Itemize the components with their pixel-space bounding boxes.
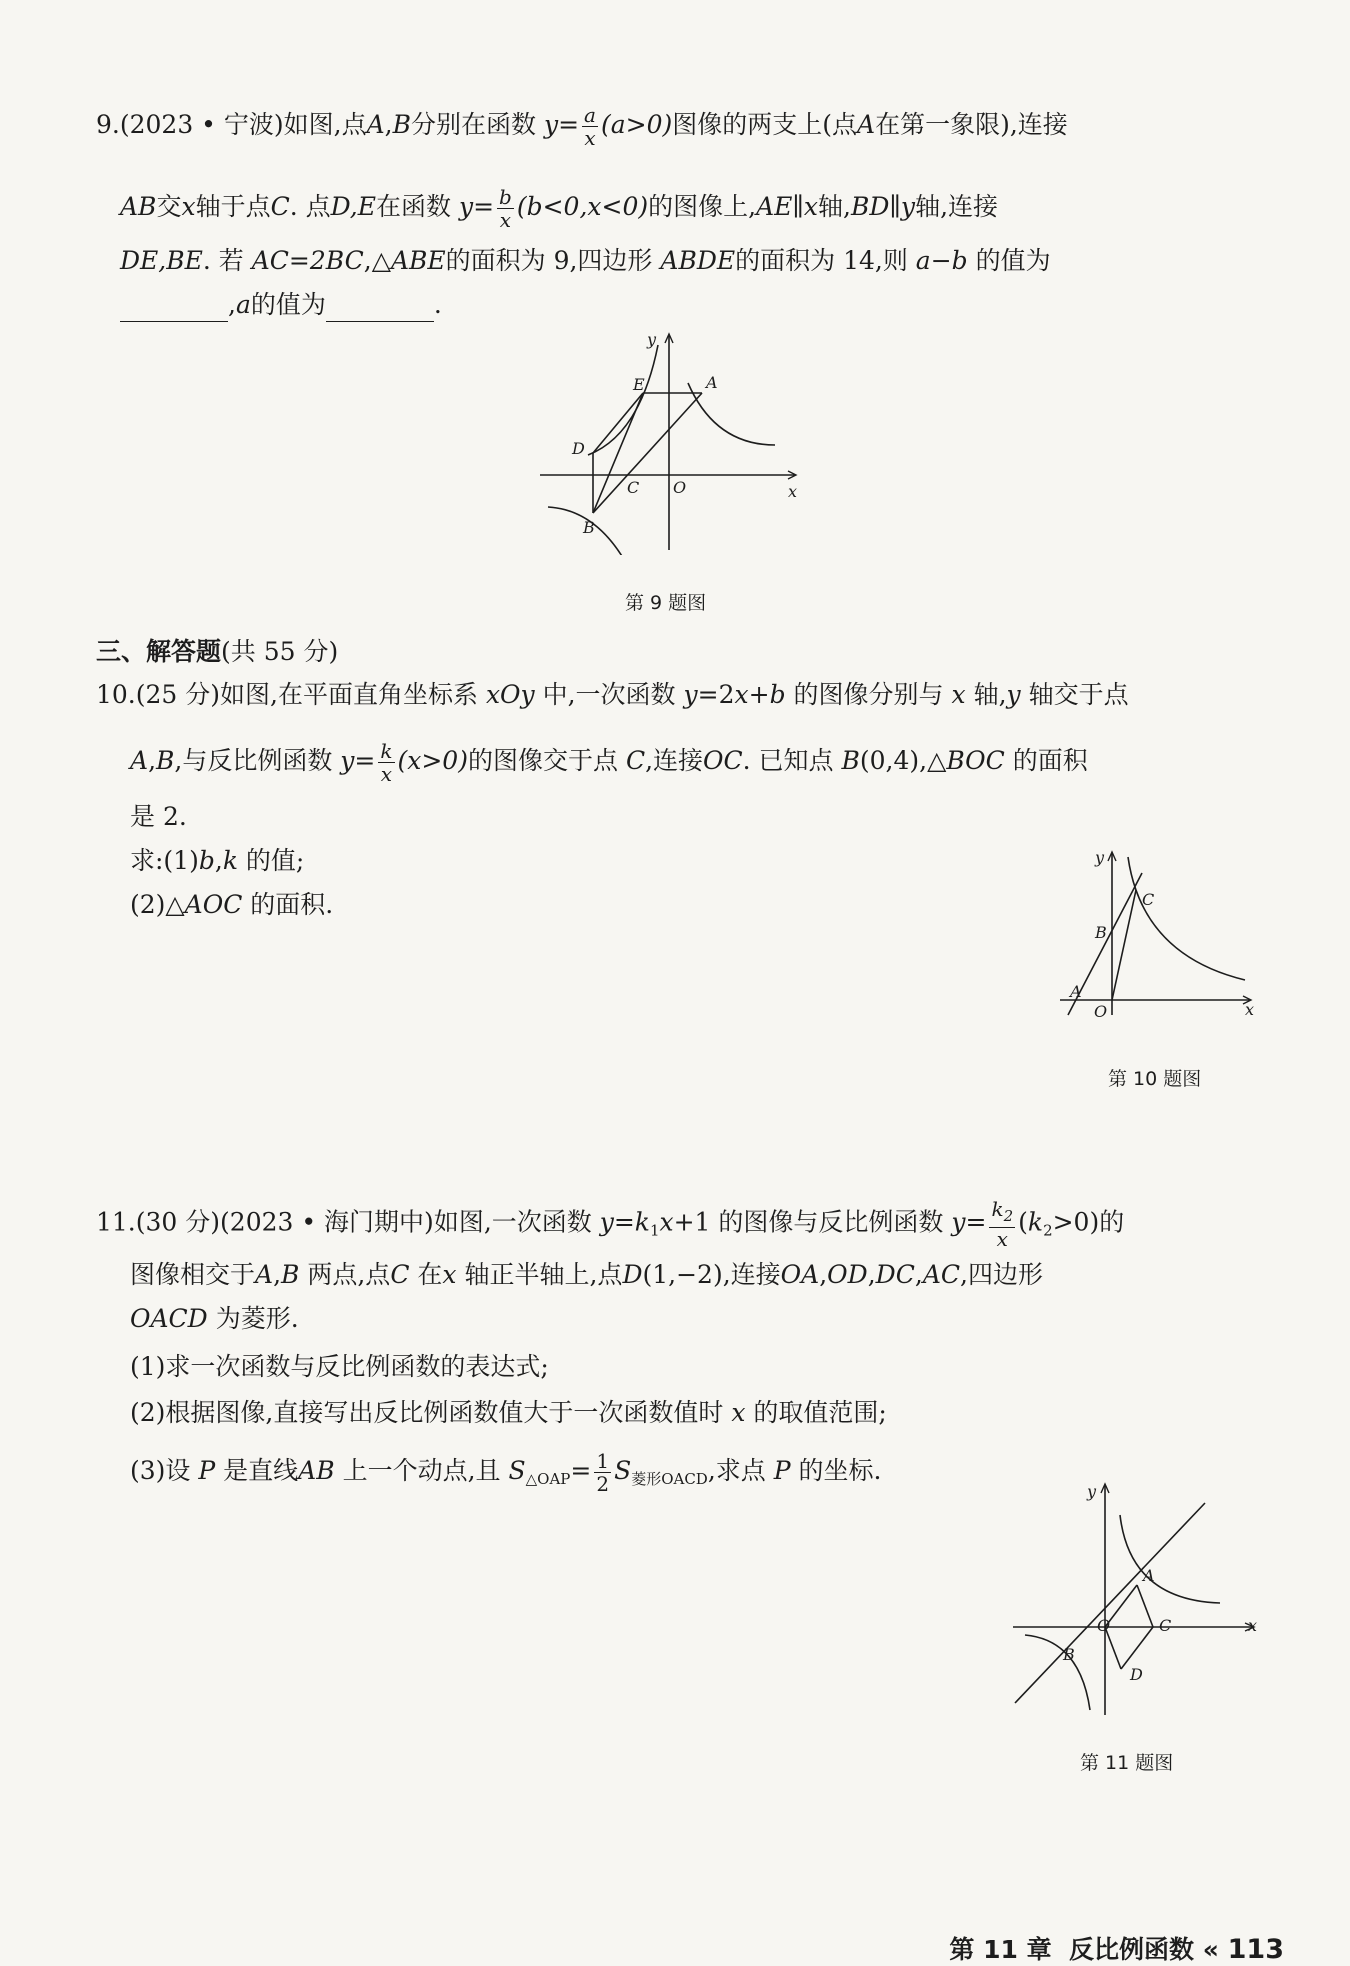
- q9-text: . 点: [289, 192, 331, 221]
- q9-var: y: [458, 192, 474, 221]
- q11-text: ,求点: [707, 1456, 766, 1485]
- q9-var: 2BC: [309, 246, 364, 275]
- q9-text: ,: [384, 110, 393, 139]
- q9-caption: 第 9 题图: [625, 592, 707, 614]
- footer-title: 反比例函数: [1069, 1935, 1195, 1964]
- q11-text: +1: [673, 1207, 711, 1237]
- q10-var: x: [951, 680, 966, 709]
- q9-condition: (a>0): [600, 110, 673, 139]
- q10-text: 如图,在平面直角坐标系: [220, 680, 478, 709]
- q10-var: y: [683, 680, 698, 709]
- q9-text: 的值为: [250, 290, 326, 319]
- label-c: C: [1159, 1616, 1172, 1635]
- q10-number: 10.: [96, 680, 136, 709]
- q11-text: 上一个动点,且: [342, 1456, 501, 1485]
- q11-text: 是直线: [223, 1456, 299, 1485]
- x-label: x: [1248, 1616, 1258, 1635]
- q9-var: a: [235, 290, 251, 319]
- q10-caption: 第 10 题图: [1108, 1068, 1202, 1090]
- segment-de: [593, 393, 643, 453]
- q11-frac-num-var: k: [991, 1197, 1004, 1221]
- q11-subscript: 1: [649, 1221, 660, 1240]
- q9-text: . 若: [202, 246, 244, 275]
- q10-ask2: [130, 888, 333, 922]
- q9-var: AC: [251, 246, 289, 275]
- footer-chapter: 第 11 章: [949, 1935, 1052, 1964]
- q9-var: B: [392, 110, 411, 139]
- q11-text: 两点,点: [307, 1260, 391, 1289]
- q11-line1: [96, 1198, 1124, 1250]
- y-label: y: [1087, 1482, 1097, 1501]
- q11-var: P: [198, 1456, 216, 1485]
- label-o: O: [673, 478, 687, 497]
- q9-text: 图像的两支上(点: [672, 110, 857, 139]
- q9-var: x: [181, 192, 196, 221]
- y-label: y: [1095, 848, 1105, 867]
- q10-text: ,: [214, 846, 223, 875]
- label-a: A: [1070, 982, 1082, 1001]
- q10-var: x: [734, 680, 749, 709]
- q11-source: (2023 • 海门期中): [220, 1207, 434, 1237]
- q11-text: (3)设: [130, 1456, 191, 1485]
- label-c: C: [627, 478, 640, 497]
- q9-var: y: [543, 110, 559, 139]
- q9-var: A: [366, 110, 385, 139]
- q9-text: 的值为: [975, 246, 1051, 275]
- q9-text: .: [433, 290, 442, 319]
- q11-var: AB: [298, 1456, 335, 1485]
- q10-var: A: [130, 746, 149, 775]
- q10-text: 的值;: [245, 846, 305, 875]
- q11-ask3: [130, 1450, 881, 1496]
- q10-text: 求:(1): [130, 846, 199, 875]
- q11-text: ,: [819, 1260, 828, 1289]
- q11-text: =: [965, 1207, 987, 1237]
- section-score: (共 55 分): [221, 637, 339, 666]
- q9-var: C: [270, 192, 290, 221]
- q9-var: AE∥x: [756, 192, 819, 221]
- q10-text: ,与反比例函数: [174, 746, 333, 775]
- q11-half-fraction: [594, 1450, 611, 1495]
- label-c: C: [1142, 890, 1155, 909]
- q9-text: 交: [156, 192, 182, 221]
- q11-var: A: [255, 1260, 274, 1289]
- q11-ask1: (1)求一次函数与反比例函数的表达式;: [130, 1352, 549, 1381]
- q11-line2: [130, 1258, 1043, 1292]
- q10-text: 中,一次函数: [542, 680, 676, 709]
- q9-fraction: [582, 104, 598, 149]
- q11-subscript: 菱形OACD: [631, 1470, 708, 1488]
- q10-var: y: [340, 746, 355, 775]
- q11-text: >0): [1052, 1207, 1100, 1237]
- q11-var: D: [622, 1260, 643, 1289]
- q11-text: 的图像与反比例函数: [718, 1207, 944, 1237]
- q9-line2: [120, 186, 998, 231]
- q10-text: (2)△: [130, 890, 185, 919]
- q9-var: DE,BE: [120, 246, 203, 275]
- q9-text: 轴于点: [195, 192, 271, 221]
- q9-text: 的图像上,: [648, 192, 757, 221]
- label-o: O: [1097, 1616, 1111, 1635]
- q9-var: a: [915, 246, 931, 275]
- page-number: 113: [1227, 1934, 1284, 1965]
- segment-cd: [1121, 1627, 1153, 1669]
- q11-frac-num: 1: [596, 1449, 610, 1473]
- q10-text: . 已知点: [742, 746, 834, 775]
- q10-var: y: [1006, 680, 1021, 709]
- q10-fraction: [378, 740, 394, 785]
- q9-text: =: [473, 192, 495, 221]
- q11-text: (: [1018, 1207, 1028, 1237]
- q11-var: OD: [827, 1260, 868, 1289]
- q10-text: (0,4),△: [859, 746, 947, 775]
- q9-number: 9.: [96, 110, 120, 139]
- q11-text: (1,−2),连接: [642, 1260, 781, 1289]
- section-title: [96, 632, 338, 668]
- q11-text: 的取值范围;: [753, 1398, 887, 1427]
- q11-text: ,: [914, 1260, 923, 1289]
- line-ab: [1015, 1503, 1205, 1703]
- q11-text: 如图,一次函数: [433, 1207, 592, 1237]
- label-b: B: [1095, 923, 1107, 942]
- q11-var: y: [599, 1207, 614, 1237]
- q10-var: C: [625, 746, 646, 775]
- q10-text: 轴交于点: [1028, 680, 1129, 709]
- q11-caption: 第 11 题图: [1080, 1752, 1174, 1774]
- q9-text: 在第一象限),连接: [875, 110, 1068, 139]
- q10-var: B: [841, 746, 860, 775]
- q9-var: BD∥y: [850, 192, 916, 221]
- q9-var: AB: [120, 192, 157, 221]
- q10-condition: (x>0): [397, 746, 468, 775]
- q10-text: ,: [148, 746, 157, 775]
- q11-frac-num: [989, 1198, 1015, 1228]
- q9-fraction-2: [497, 186, 514, 231]
- label-o: O: [1094, 1002, 1108, 1021]
- q9-figure: [530, 325, 810, 555]
- q9-text: 如图,点: [283, 110, 367, 139]
- label-b: B: [583, 518, 595, 537]
- q11-text: (2)根据图像,直接写出反比例函数值大于一次函数值时: [130, 1398, 724, 1427]
- q9-answer-blank-2[interactable]: [326, 299, 434, 322]
- q11-var: x: [442, 1260, 457, 1289]
- q10-var: AOC: [184, 890, 243, 919]
- q11-line3: [130, 1302, 299, 1336]
- q9-frac-den: x: [499, 208, 512, 232]
- q11-var: AC: [922, 1260, 960, 1289]
- q10-ask1: [130, 844, 304, 878]
- q10-text: =: [354, 746, 376, 775]
- y-label: y: [647, 330, 657, 349]
- q11-text: ,四边形: [960, 1260, 1043, 1289]
- q10-text: =2: [697, 680, 735, 709]
- q9-text: 在函数: [375, 192, 451, 221]
- q10-text: 轴,: [973, 680, 1007, 709]
- q11-var: x: [731, 1398, 746, 1427]
- page-footer: [949, 1930, 1284, 1966]
- q9-text: 的面积为 14,则: [735, 246, 908, 275]
- q11-score: (30 分): [135, 1207, 221, 1237]
- q10-frac-num: k: [380, 739, 393, 763]
- x-label: x: [788, 482, 798, 501]
- q10-text: +: [748, 680, 770, 709]
- curve-b: [588, 345, 658, 455]
- q9-text: 轴,连接: [915, 192, 999, 221]
- label-a: A: [1143, 1566, 1155, 1585]
- q11-var: OA: [780, 1260, 820, 1289]
- q10-line2: [130, 740, 1088, 785]
- q11-number: 11.: [96, 1207, 136, 1237]
- q9-text: 的面积为 9,四边形: [445, 246, 653, 275]
- q10-text: 的图像分别与: [793, 680, 944, 709]
- q9-text: =: [558, 110, 580, 139]
- label-a: A: [706, 373, 718, 392]
- q10-var: k: [222, 846, 238, 875]
- q10-line3: 是 2.: [130, 802, 187, 831]
- q9-text: =: [288, 246, 310, 275]
- q9-text: 轴,: [818, 192, 851, 221]
- q9-var: A: [857, 110, 876, 139]
- q11-var: OACD: [130, 1304, 208, 1333]
- q10-figure: [1050, 845, 1260, 1025]
- q11-text: ,: [273, 1260, 282, 1289]
- q10-frac-den: x: [380, 762, 393, 786]
- q11-var: k: [1027, 1207, 1044, 1237]
- q9-line3: [120, 244, 1051, 278]
- hyperbola-branch2: [1025, 1635, 1090, 1710]
- q11-var: S: [508, 1456, 526, 1485]
- q9-frac-den: x: [584, 126, 596, 150]
- q9-text: ,△: [363, 246, 391, 275]
- footer-arrow-icon: «: [1202, 1935, 1219, 1964]
- q11-text: =: [570, 1456, 592, 1485]
- section-title-text: 三、解答题: [96, 637, 222, 666]
- q10-text: 的面积.: [250, 890, 334, 919]
- q9-frac-num: a: [584, 103, 596, 127]
- q11-var: DC: [875, 1260, 915, 1289]
- q9-line1: [96, 104, 1068, 149]
- q9-text: ,: [228, 290, 236, 319]
- label-b: B: [1063, 1645, 1075, 1664]
- q10-var: xOy: [485, 680, 535, 709]
- q10-line1: [96, 678, 1129, 712]
- q11-text: 为菱形.: [215, 1304, 299, 1333]
- q9-source: (2023 • 宁波): [119, 110, 284, 139]
- q11-text: 图像相交于: [130, 1260, 256, 1289]
- q9-condition: (b<0,x<0): [516, 192, 649, 221]
- q9-text: 分别在函数: [410, 110, 536, 139]
- q10-text: 的图像交于点: [467, 746, 618, 775]
- q11-var: y: [951, 1207, 966, 1237]
- q11-fraction: [989, 1198, 1015, 1250]
- q11-text: =: [613, 1207, 635, 1237]
- q11-subscript: △OAP: [525, 1470, 571, 1488]
- segment-ac: [1137, 1585, 1153, 1627]
- q11-figure: [1005, 1475, 1265, 1720]
- q11-text: ,: [867, 1260, 876, 1289]
- q11-text: 的坐标.: [798, 1456, 882, 1485]
- q11-text: 轴正半轴上,点: [464, 1260, 623, 1289]
- q9-var: b: [951, 246, 968, 275]
- q10-var: B: [156, 746, 175, 775]
- q11-subscript: 2: [1003, 1207, 1014, 1225]
- q9-var: ABE: [390, 246, 446, 275]
- label-d: D: [572, 439, 585, 458]
- q11-frac-den: x: [996, 1227, 1008, 1251]
- q10-text: 的面积: [1012, 746, 1088, 775]
- hyperbola-branch1: [1120, 1515, 1220, 1603]
- q11-var: C: [390, 1260, 410, 1289]
- label-e: E: [633, 375, 645, 394]
- q11-var: P: [773, 1456, 791, 1485]
- q10-score: (25 分): [135, 680, 221, 709]
- q10-text: ,连接: [645, 746, 704, 775]
- q10-var: BOC: [946, 746, 1005, 775]
- hyperbola: [1128, 857, 1245, 980]
- q11-var: k: [634, 1207, 650, 1237]
- q11-var: S: [614, 1456, 632, 1485]
- q11-var: x: [659, 1207, 674, 1237]
- q11-subscript: 2: [1043, 1221, 1053, 1240]
- q11-text: 的: [1099, 1207, 1125, 1237]
- q10-var: b: [769, 680, 786, 709]
- q11-frac-den: 2: [596, 1472, 610, 1496]
- q10-var: b: [198, 846, 215, 875]
- q11-ask2: [130, 1396, 887, 1430]
- q11-text: 在: [417, 1260, 443, 1289]
- q9-var: ABDE: [660, 246, 736, 275]
- q9-frac-num: b: [499, 185, 512, 209]
- q9-answer-blank-1[interactable]: [120, 299, 228, 322]
- label-d: D: [1130, 1665, 1143, 1684]
- q11-var: B: [281, 1260, 300, 1289]
- x-label: x: [1245, 1000, 1255, 1019]
- q9-text: −: [930, 246, 952, 275]
- q9-line4: [120, 288, 442, 322]
- q9-var: D,E: [330, 192, 376, 221]
- q10-var: OC: [703, 746, 743, 775]
